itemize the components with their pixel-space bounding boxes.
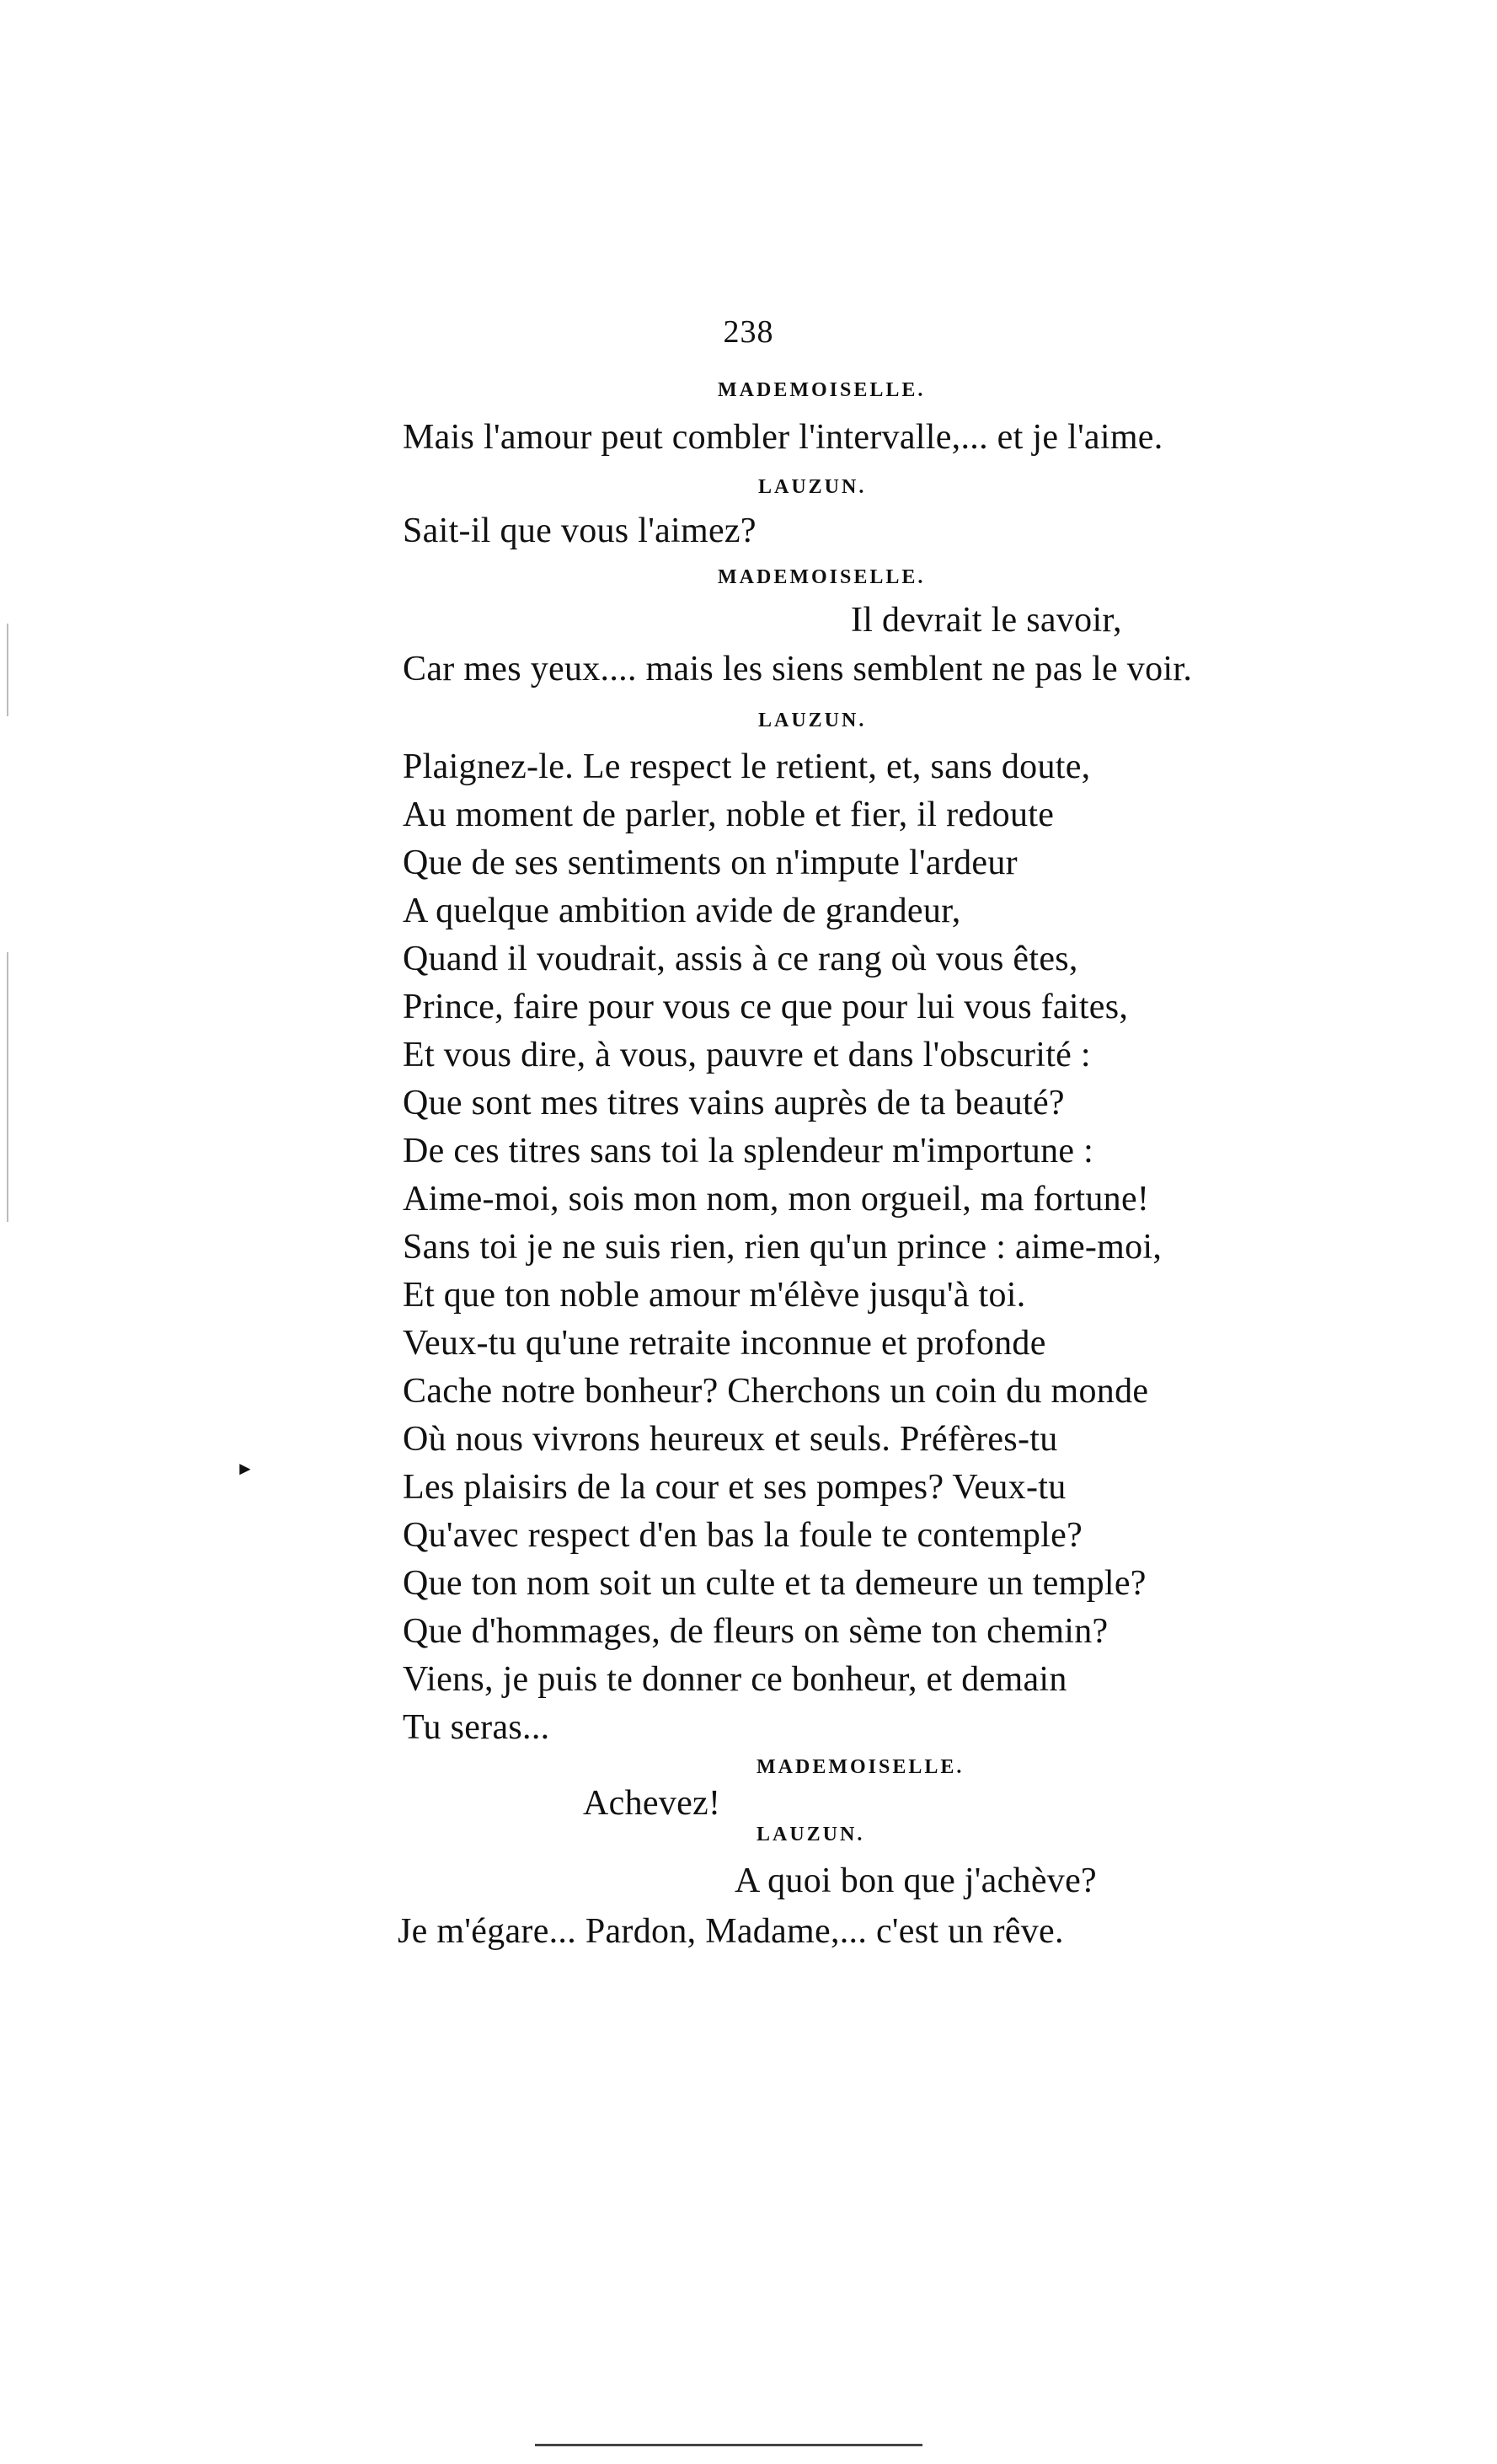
verse-line: Sans toi je ne suis rien, rien qu'un prince : aime-moi, — [403, 1228, 1163, 1267]
verse-line: Prince, faire pour vous ce que pour lui vous faites, — [403, 988, 1129, 1026]
speaker-lauzun: LAUZUN. — [757, 1824, 865, 1845]
scan-edge-mark — [7, 952, 8, 1222]
verse-line: Que d'hommages, de fleurs on sème ton chemin? — [403, 1612, 1109, 1651]
verse-line: Sait-il que vous l'aimez? — [403, 512, 757, 550]
verse-line: Quand il voudrait, assis à ce rang où vous êtes, — [403, 940, 1078, 978]
verse-line: Cache notre bonheur? Cherchons un coin du monde — [403, 1372, 1149, 1411]
verse-line: A quelque ambition avide de grandeur, — [403, 892, 961, 930]
verse-line: Aime-moi, sois mon nom, mon orgueil, ma fortune! — [403, 1180, 1150, 1219]
verse-line: A quoi bon que j'achève? — [735, 1861, 1097, 1900]
bottom-rule — [535, 2444, 922, 2446]
verse-line: Les plaisirs de la cour et ses pompes? Veux-tu — [403, 1468, 1067, 1507]
page-number: 238 — [723, 314, 774, 350]
margin-bullet: ► — [236, 1458, 254, 1479]
verse-line: Que ton nom soit un culte et ta demeure un temple? — [403, 1564, 1147, 1603]
speaker-lauzun: LAUZUN. — [758, 476, 867, 498]
verse-line: Je m'égare... Pardon, Madame,... c'est un rêve. — [398, 1912, 1064, 1951]
speaker-lauzun: LAUZUN. — [758, 710, 867, 731]
verse-line: Achevez! — [583, 1784, 721, 1823]
verse-line: Que de ses sentiments on n'impute l'ardeur — [403, 844, 1018, 882]
verse-line: Que sont mes titres vains auprès de ta beauté? — [403, 1084, 1065, 1122]
speaker-mademoiselle: MADEMOISELLE. — [757, 1756, 965, 1778]
verse-line: Tu seras... — [403, 1708, 550, 1747]
speaker-mademoiselle: MADEMOISELLE. — [718, 379, 926, 401]
verse-line: Viens, je puis te donner ce bonheur, et demain — [403, 1660, 1067, 1699]
speaker-mademoiselle: MADEMOISELLE. — [718, 566, 926, 588]
verse-line: Car mes yeux.... mais les siens semblent ne pas le voir. — [403, 650, 1193, 688]
scan-edge-mark — [7, 624, 8, 716]
verse-line: Et que ton noble amour m'élève jusqu'à toi. — [403, 1276, 1026, 1315]
verse-line: Et vous dire, à vous, pauvre et dans l'obscurité : — [403, 1036, 1091, 1074]
verse-line: Où nous vivrons heureux et seuls. Préfères-tu — [403, 1420, 1058, 1459]
verse-line: Qu'avec respect d'en bas la foule te contemple? — [403, 1516, 1083, 1555]
verse-line: De ces titres sans toi la splendeur m'importune : — [403, 1132, 1094, 1170]
verse-line: Au moment de parler, noble et fier, il redoute — [403, 795, 1055, 834]
verse-line: Veux-tu qu'une retraite inconnue et profonde — [403, 1324, 1046, 1363]
verse-line: Mais l'amour peut combler l'intervalle,... et je l'aime. — [403, 418, 1163, 457]
verse-line: Plaignez-le. Le respect le retient, et, sans doute, — [403, 747, 1091, 786]
verse-line: Il devrait le savoir, — [851, 601, 1122, 640]
